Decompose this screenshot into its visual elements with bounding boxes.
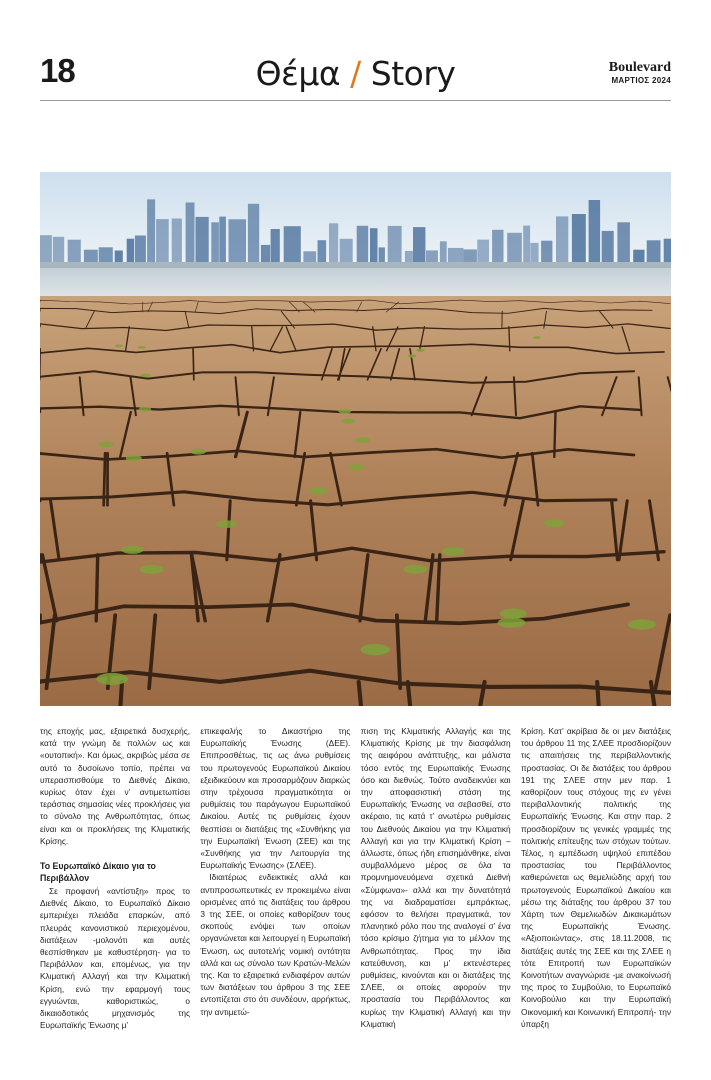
grass-tuft bbox=[348, 464, 365, 470]
grass-tuft bbox=[190, 449, 206, 455]
building bbox=[572, 214, 586, 264]
grass-tuft bbox=[628, 619, 656, 629]
subheading: Το Ευρωπαϊκό Δίκαιο για το Περιβάλλον bbox=[40, 861, 156, 883]
building bbox=[248, 204, 259, 264]
building bbox=[340, 239, 353, 264]
grass-tuft bbox=[96, 673, 128, 685]
header-divider bbox=[40, 100, 671, 101]
article-photo bbox=[40, 172, 671, 706]
grass-tuft bbox=[498, 618, 526, 628]
article-column-3 bbox=[361, 725, 511, 1065]
article-column-4 bbox=[521, 725, 671, 1065]
building bbox=[448, 248, 464, 264]
building bbox=[135, 236, 146, 265]
building bbox=[440, 241, 447, 264]
building bbox=[40, 235, 52, 264]
grass-tuft bbox=[309, 487, 327, 494]
building bbox=[329, 223, 338, 264]
grass-tuft bbox=[216, 520, 237, 528]
paragraph: της εποχής μας, εξαιρετικά δυσχερής, κατά την γνώμη δε πολλών ως και «ουτοπική». Και όμως, ακριβώς μέσα σε αυτό το δυσοίωνο τοπίο, πρέπει να υπερασπισθούμε το Διεθνές Δίκαιο, κυρίως όταν έχει ν’ αντιμετωπίσει τεράστιας σημασίας νέες προκλήσεις για το σύνολο της Ανθρωπότητας, όπως είναι και οι προκλήσεις της Κλιματικής Κρίσης. bbox=[40, 726, 190, 846]
grass-tuft bbox=[403, 565, 427, 574]
paragraph: πιση της Κλιματικής Αλλαγής και της Κλιματικής Κρίσης με την διασφάλιση της αειφόρου ανάπτυξης, και μάλιστα τόσο εντός της Ευρωπαϊκής Ένωσης όσο και διεθνώς. Τούτο αναδεικνύει και την αποφασιστική στάση της Ευρωπαϊκής Ένωσης να σεβασθεί, στο ακέραιο, τις κατά τ’ ανωτέρω ρυθμίσεις του Διεθνούς Δικαίου για την Κλιματική Αλλαγή και για την Κλιματική Κρίση –άλλωστε, όπως ήδη επισημάνθηκε, είναι συμβαλλόμενο μέρος σε όλα τα προμνημονευόμενα σχετικά Διεθνή «Σύμφωνα»- αλλά και την δυνατότητά της να διαδραματίσει εμπράκτως, εφόσον το θελήσει πραγματικά, τον πλανητικό ρόλο που της αναλογεί σ’ ένα τόσο κρίσιμο ζήτημα για το μέλλον της Ανθρωπότητας. Προς την ίδια κατεύθυνση, και μ’ εκτενέστερες ρυθμίσεις, κινούνται και οι διατάξεις της ΣΛΕΕ, οι οποίες αφορούν την προστασία του Περιβάλλοντος και κυρίως την Κλιματική Αλλαγή και την Κλιματική bbox=[360, 726, 511, 1029]
article-column-2 bbox=[200, 725, 350, 1065]
building bbox=[556, 216, 568, 264]
article-body bbox=[40, 725, 671, 1065]
grass-tuft bbox=[355, 437, 370, 443]
building bbox=[68, 240, 81, 264]
building bbox=[379, 247, 385, 264]
building bbox=[463, 249, 477, 264]
building bbox=[523, 226, 530, 264]
drought-riverbed-image bbox=[40, 172, 671, 706]
issue-date: ΜΑΡΤΙΟΣ 2024 bbox=[611, 76, 671, 85]
lake-water bbox=[40, 268, 671, 298]
paragraph: Κρίση. Κατ’ ακρίβεια δε οι μεν διατάξεις του άρθρου 11 της ΣΛΕΕ προσδιορίζουν τις απαιτήσεις της περιβαλλοντικής προστασίας. Οι δε διατάξεις του άρθρου 191 της ΣΛΕΕ στην μεν παρ. 1 καθορίζουν τους στόχους της εν γένει περιβαλλοντικής πολιτικής της Ευρωπαϊκής Ένωσης. Και στην παρ. 2 προσδιορίζουν τις γενικές γραμμές της πολιτικής επίτευξης των στόχων τούτων. Τέλος, η εμπέδωση υψηλού επιπέδου προστασίας του Περιβάλλοντος καθιερώνεται ως θεμελιώδης αρχή του πρωτογενούς Ευρωπαϊκού Δικαίου και μέσω της διάταξης του άρθρου 37 του Χάρτη των Θεμελιωδών Δικαιωμάτων της Ευρωπαϊκής Ένωσης. «Αξιοποιώντας», στις 18.11.2008, τις διατάξεις αυτές της ΣΕΕ και της ΣΛΕΕ η τότε Επιτροπή των Ευρωπαϊκών Κοινοτήτων αναγνώρισε -με ανακοίνωσή της προς το Συμβούλιο, το Ευρωπαϊκό Κοινοβούλιο και την Ευρωπαϊκή Οικονομική και Κοινωνική Επιτροπή- την ύπαρξη bbox=[520, 726, 671, 1029]
grass-tuft bbox=[139, 407, 152, 412]
grass-tuft bbox=[342, 419, 355, 424]
building bbox=[541, 241, 552, 264]
building bbox=[492, 230, 503, 264]
building bbox=[271, 229, 280, 264]
building bbox=[530, 243, 538, 264]
building bbox=[196, 217, 209, 264]
crack-line bbox=[193, 349, 194, 380]
building bbox=[664, 239, 671, 264]
grass-tuft bbox=[500, 609, 527, 619]
building bbox=[318, 240, 327, 264]
paragraph: Ιδιαιτέρως ενδεικτικές αλλά και αντιπροσωπευτικές εν προκειμένω είναι ορισμένες από τις διατάξεις του άρθρου 3 της ΣΕΕ, οι οποίες καθορίζουν τους σκοπούς ενόψει των οποίων οργανώνεται και λειτουργεί η Ευρωπαϊκή Ένωση, ως αυτοτελής νομική οντότητα αλλά και ως σύνολο των Κρατών-Μελών της. Και το εξαιρετικά ενδιαφέρον αυτών των διατάξεων του άρθρου 3 της ΣΕΕ εντοπίζεται στο ότι συνδέουν, αρρήκτως, την αντιμετώ- bbox=[200, 872, 351, 1017]
grass-tuft bbox=[408, 354, 417, 357]
building bbox=[507, 233, 522, 264]
paragraph: επικεφαλής το Δικαστήριο της Ευρωπαϊκής Ένωσης (ΔΕΕ). Επιπροσθέτως, τις ως άνω ρυθμίσεις του πρωτογενούς Ευρωπαϊκού Δικαίου εξειδικεύουν και προσαρμόζουν διαρκώς στην τρέχουσα πραγματικότητα οι ρυθμίσεις του παράγωγου Ευρωπαϊκού Δικαίου. Αυτές τις ρυθμίσεις έχουν θεσπίσει οι διατάξεις της «Συνθήκης για την Ευρωπαϊκή Ένωση (ΣΕΕ) και της «Συνθήκης για την Λειτουργία της Ευρωπαϊκής Ένωσης» (ΣΛΕΕ). bbox=[200, 726, 351, 871]
section-title bbox=[0, 52, 711, 96]
brand-block bbox=[609, 60, 671, 86]
building bbox=[219, 217, 226, 264]
building bbox=[147, 199, 155, 264]
building bbox=[477, 240, 489, 264]
section-title-greek: Θέμα bbox=[255, 54, 341, 93]
building bbox=[602, 231, 614, 264]
building bbox=[211, 222, 219, 264]
building bbox=[229, 219, 247, 264]
building bbox=[370, 228, 378, 264]
grass-tuft bbox=[121, 546, 144, 554]
building bbox=[99, 247, 113, 264]
grass-tuft bbox=[138, 346, 146, 349]
building bbox=[426, 250, 438, 264]
page-number: 18 bbox=[40, 52, 75, 89]
grass-tuft bbox=[416, 349, 424, 352]
building bbox=[186, 203, 195, 265]
building bbox=[357, 226, 369, 264]
building bbox=[261, 245, 270, 264]
building bbox=[617, 222, 630, 264]
section-title-english: Story bbox=[370, 54, 456, 93]
building bbox=[115, 251, 123, 265]
building bbox=[413, 227, 425, 264]
building bbox=[127, 239, 134, 264]
building bbox=[388, 226, 402, 264]
section-title-slash: / bbox=[350, 54, 361, 93]
grass-tuft bbox=[126, 455, 142, 461]
grass-tuft bbox=[533, 336, 541, 339]
grass-tuft bbox=[338, 409, 351, 414]
building bbox=[84, 250, 98, 264]
building bbox=[172, 219, 182, 265]
grass-tuft bbox=[141, 374, 151, 378]
building bbox=[284, 226, 301, 264]
grass-tuft bbox=[99, 442, 114, 448]
paragraph: Σε προφανή «αντίστιξη» προς το Διεθνές Δίκαιο, το Ευρωπαϊκό Δίκαιο εμπεριέχει πλειάδα επαρκών, από πλευράς κανονιστικού περιεχομένου, διατάξεων -μολονότι και αυτές θεσπίσθηκαν με καθυστέρηση- για το Περιβάλλον και, επομένως, για την Κλιματική Αλλαγή και την Κλιματική Κρίση, ενώ την εφαρμογή τους εγγυώνται, καθοριστικώς, ο δικαιοδοτικός μηχανισμός της Ευρωπαϊκής Ένωσης μ’ bbox=[40, 886, 190, 1031]
building bbox=[589, 200, 601, 264]
building bbox=[53, 237, 64, 264]
grass-tuft bbox=[442, 547, 465, 556]
building bbox=[647, 240, 661, 264]
grass-tuft bbox=[140, 565, 164, 574]
building bbox=[633, 250, 644, 264]
grass-tuft bbox=[115, 344, 123, 347]
brand-logo: Boulevard bbox=[608, 60, 671, 75]
article-column-1 bbox=[40, 725, 190, 1065]
grass-tuft bbox=[360, 644, 390, 655]
grass-tuft bbox=[544, 519, 565, 527]
building bbox=[156, 219, 169, 264]
